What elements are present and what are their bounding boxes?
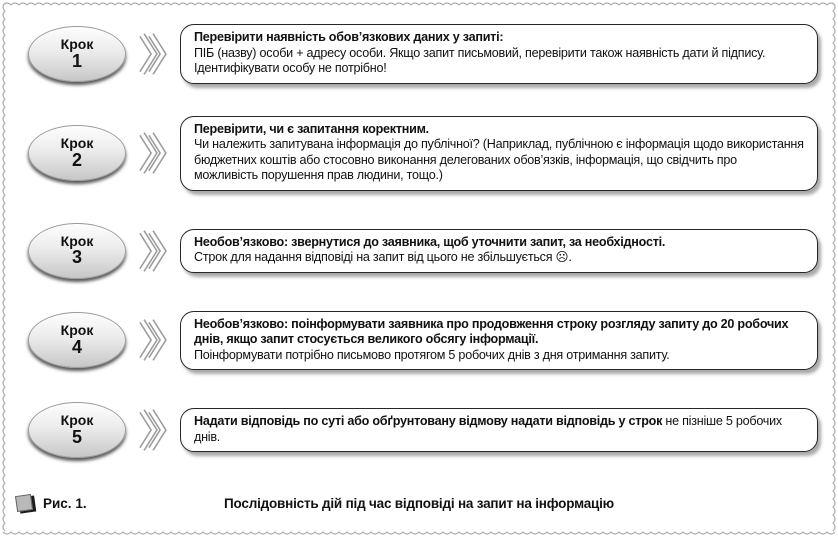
step-row-1 <box>28 24 818 84</box>
step-title: Необов’язково: звернутися до заявника, щоб уточнити запит, за необхідності. <box>194 234 666 249</box>
step-1-box <box>180 24 818 84</box>
step-row-3 <box>28 223 818 279</box>
step-title: Необов’язково: поінформувати заявника про продовження строку розгляду запиту до 20 робочих днів, якщо запит стосується великого обсягу інформації. <box>194 316 789 346</box>
step-body: ПІБ (назву) особи + адресу особи. Якщо запит письмовий, перевірити також наявність дати й підпису. Ідентифікувати особу не потрібно! <box>194 45 766 75</box>
step-number: 3 <box>71 247 82 268</box>
step-body: не пізніше 5 робочих днів. <box>194 414 782 444</box>
step-2-badge <box>28 125 126 181</box>
step-body: Строк для надання відповіді на запит від цього не збільшується ☹. <box>194 250 572 264</box>
figure-caption-title: Послідовність дій під час відповіді на запит на інформацію <box>224 495 614 511</box>
step-label: Крок <box>60 412 94 429</box>
step-label: Крок <box>60 232 94 249</box>
step-body: Поінформувати потрібно письмово протягом 5 робочих днів з дня отримання запиту. <box>194 347 670 362</box>
double-chevron-right-icon <box>138 129 168 177</box>
step-title: Перевірити, чи є запитання коректним. <box>194 121 429 136</box>
step-3-box <box>180 229 818 273</box>
step-4-badge <box>28 312 126 368</box>
step-label: Крок <box>60 135 94 152</box>
step-3-badge <box>28 223 126 279</box>
step-body: Чи належить запитувана інформація до публічної? (Наприклад, публічною є інформація щодо використання бюджетних коштів або стосовно виконання делегованих обов’язків, інформація, що свідчить про можливість порушення прав людини, тощо.) <box>194 137 804 182</box>
step-5-badge <box>28 402 126 458</box>
step-title: Надати відповідь по суті або обґрунтовану відмову надати відповідь у строк <box>194 414 663 428</box>
double-chevron-right-icon <box>138 406 168 454</box>
step-2-box <box>180 116 818 191</box>
step-title: Перевірити наявність обов’язкових даних у запиті: <box>194 30 504 44</box>
step-1-badge <box>28 26 126 82</box>
double-chevron-right-icon <box>138 30 168 78</box>
step-number: 5 <box>71 426 82 447</box>
step-label: Крок <box>60 35 94 52</box>
step-4-box <box>180 311 818 371</box>
step-label: Крок <box>60 322 94 339</box>
step-number: 1 <box>71 50 82 71</box>
step-row-4 <box>28 311 818 371</box>
step-number: 4 <box>71 337 82 358</box>
step-row-2 <box>28 116 818 191</box>
step-5-box <box>180 408 818 452</box>
double-chevron-right-icon <box>138 316 168 364</box>
step-row-5 <box>28 402 818 458</box>
figure-caption <box>0 490 838 516</box>
step-number: 2 <box>71 149 82 170</box>
figure-caption-label: Рис. 1. <box>43 495 87 511</box>
double-chevron-right-icon <box>138 227 168 275</box>
